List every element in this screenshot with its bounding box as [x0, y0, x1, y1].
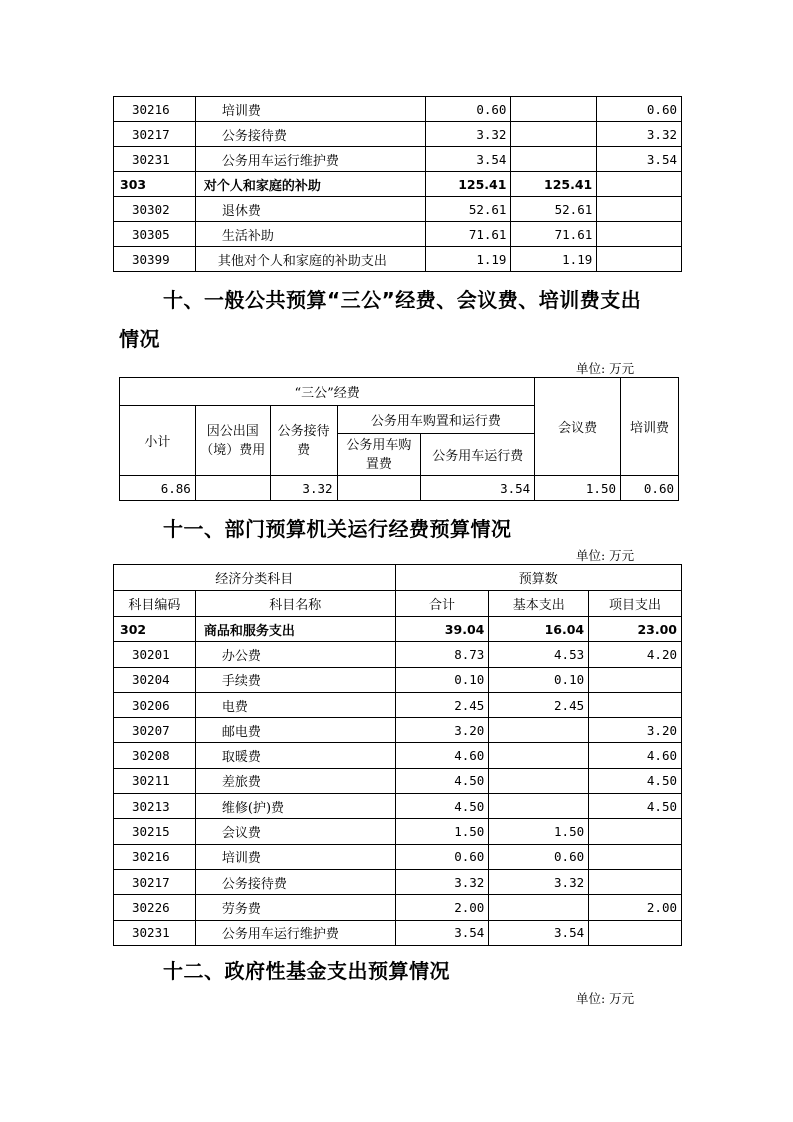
training-value: 0.60: [621, 476, 679, 501]
project-value: 3.54: [597, 147, 682, 172]
project-value: 4.60: [589, 743, 682, 768]
basic-value: [489, 743, 589, 768]
subject-code: 30217: [114, 869, 196, 894]
subject-name: 商品和服务支出: [195, 617, 395, 642]
code-header: 科目编码: [114, 591, 196, 617]
subject-code: 30211: [114, 768, 196, 793]
table-row: [114, 122, 682, 147]
unit-label: 单位: 万元: [576, 361, 635, 376]
subject-code: 30213: [114, 794, 196, 819]
basic-value: 4.53: [489, 642, 589, 667]
basic-value: 0.10: [489, 667, 589, 692]
subject-code: 30204: [114, 667, 196, 692]
table-row: [114, 819, 682, 844]
section-10-title-cont: 情况: [119, 327, 160, 351]
basic-value: 2.45: [489, 692, 589, 717]
table-row: [114, 147, 682, 172]
subject-code: 30215: [114, 819, 196, 844]
subject-code: 30216: [114, 844, 196, 869]
subject-name: 办公费: [195, 642, 395, 667]
economic-class-header: 经济分类科目: [114, 565, 396, 591]
subject-name: 生活补助: [195, 222, 425, 247]
vehicle-purchase-value: [337, 476, 421, 501]
table-row: [120, 476, 679, 501]
project-value: [589, 819, 682, 844]
subject-name: 手续费: [195, 667, 395, 692]
table-row: [114, 222, 682, 247]
subject-name: 电费: [195, 692, 395, 717]
total-value: 2.00: [395, 895, 489, 920]
project-value: 0.60: [597, 97, 682, 122]
project-value: 4.50: [589, 794, 682, 819]
project-value: 4.20: [589, 642, 682, 667]
subject-name: 邮电费: [195, 718, 395, 743]
project-value: [597, 222, 682, 247]
table-row: [114, 642, 682, 667]
basic-value: [511, 122, 597, 147]
basic-value: [489, 768, 589, 793]
operating-expense-table: [113, 564, 682, 946]
total-value: 1.50: [395, 819, 489, 844]
section-10-title: 十、一般公共预算“三公”经费、会议费、培训费支出: [163, 288, 642, 312]
total-value: 8.73: [395, 642, 489, 667]
subject-name: 其他对个人和家庭的补助支出: [195, 247, 425, 272]
basic-value: 16.04: [489, 617, 589, 642]
subject-name: 差旅费: [195, 768, 395, 793]
subtotal-value: 6.86: [120, 476, 196, 501]
reception-value: 3.32: [270, 476, 337, 501]
subject-code: 30226: [114, 895, 196, 920]
total-value: 4.50: [395, 794, 489, 819]
subject-name: 培训费: [195, 97, 425, 122]
table-row: [114, 768, 682, 793]
unit-label: 单位: 万元: [576, 548, 635, 563]
project-value: [589, 692, 682, 717]
basic-value: 3.54: [489, 920, 589, 945]
total-value: 0.60: [395, 844, 489, 869]
project-value: [597, 197, 682, 222]
subject-name: 公务用车运行维护费: [195, 147, 425, 172]
subject-name: 培训费: [195, 844, 395, 869]
subject-name: 公务接待费: [195, 122, 425, 147]
table-row-category: [114, 172, 682, 197]
total-value: 0.60: [425, 97, 511, 122]
basic-value: [489, 794, 589, 819]
subject-code: 30217: [114, 122, 196, 147]
subject-code: 30305: [114, 222, 196, 247]
table-row: [114, 718, 682, 743]
subject-name: 劳务费: [195, 895, 395, 920]
table-row: [114, 247, 682, 272]
expense-table-continued: [113, 96, 682, 272]
project-value: 2.00: [589, 895, 682, 920]
total-value: 1.19: [425, 247, 511, 272]
subject-name: 退休费: [195, 197, 425, 222]
total-value: 4.50: [395, 768, 489, 793]
total-value: 3.32: [395, 869, 489, 894]
total-header: 合计: [395, 591, 489, 617]
subject-code: 303: [114, 172, 196, 197]
vehicle-header: 公务用车购置和运行费: [337, 406, 535, 434]
subject-name: 会议费: [195, 819, 395, 844]
project-value: 4.50: [589, 768, 682, 793]
total-value: 4.60: [395, 743, 489, 768]
section-12-title: 十二、政府性基金支出预算情况: [163, 959, 450, 983]
subject-code: 30216: [114, 97, 196, 122]
basic-value: [511, 147, 597, 172]
project-header: 项目支出: [589, 591, 682, 617]
subject-code: 30231: [114, 147, 196, 172]
subject-code: 30208: [114, 743, 196, 768]
name-header: 科目名称: [195, 591, 395, 617]
subject-code: 30231: [114, 920, 196, 945]
basic-value: [511, 97, 597, 122]
project-value: 3.20: [589, 718, 682, 743]
reception-header: 公务接待费: [270, 406, 337, 476]
total-value: 52.61: [425, 197, 511, 222]
table-row: [114, 844, 682, 869]
table-row: [114, 743, 682, 768]
table-row: [114, 869, 682, 894]
table-row: [114, 97, 682, 122]
subject-name: 取暖费: [195, 743, 395, 768]
total-value: 0.10: [395, 667, 489, 692]
total-value: 125.41: [425, 172, 511, 197]
basic-value: 3.32: [489, 869, 589, 894]
project-value: [589, 869, 682, 894]
subject-code: 30207: [114, 718, 196, 743]
project-value: [589, 920, 682, 945]
subject-name: 公务接待费: [195, 869, 395, 894]
abroad-header: 因公出国（境）费用: [195, 406, 270, 476]
basic-value: 71.61: [511, 222, 597, 247]
subtotal-header: 小计: [120, 406, 196, 476]
total-value: 39.04: [395, 617, 489, 642]
basic-value: 125.41: [511, 172, 597, 197]
table-row: [114, 895, 682, 920]
section-11-title: 十一、部门预算机关运行经费预算情况: [163, 517, 512, 541]
subject-code: 302: [114, 617, 196, 642]
total-value: 2.45: [395, 692, 489, 717]
project-value: 3.32: [597, 122, 682, 147]
project-value: 23.00: [589, 617, 682, 642]
subject-code: 30201: [114, 642, 196, 667]
table-row-category: [114, 617, 682, 642]
table-row: [114, 197, 682, 222]
total-value: 3.20: [395, 718, 489, 743]
basic-value: [489, 895, 589, 920]
abroad-value: [195, 476, 270, 501]
vehicle-operation-value: 3.54: [421, 476, 535, 501]
table-row: [114, 920, 682, 945]
budget-header: 预算数: [395, 565, 681, 591]
vehicle-purchase-header: 公务用车购置费: [337, 434, 421, 476]
vehicle-operation-header: 公务用车运行费: [421, 434, 535, 476]
project-value: [589, 667, 682, 692]
total-value: 3.32: [425, 122, 511, 147]
project-value: [589, 844, 682, 869]
subject-name: 维修(护)费: [195, 794, 395, 819]
basic-value: 52.61: [511, 197, 597, 222]
basic-value: 1.50: [489, 819, 589, 844]
basic-value: [489, 718, 589, 743]
subject-code: 30302: [114, 197, 196, 222]
project-value: [597, 247, 682, 272]
table-row: [114, 794, 682, 819]
meeting-value: 1.50: [535, 476, 621, 501]
total-value: 71.61: [425, 222, 511, 247]
meeting-header: 会议费: [535, 378, 621, 476]
unit-label: 单位: 万元: [576, 991, 635, 1006]
sangong-expense-table: [119, 377, 679, 501]
basic-value: 1.19: [511, 247, 597, 272]
table-row: [114, 692, 682, 717]
subject-name: 公务用车运行维护费: [195, 920, 395, 945]
table-row: [114, 667, 682, 692]
project-value: [597, 172, 682, 197]
total-value: 3.54: [425, 147, 511, 172]
training-header: 培训费: [621, 378, 679, 476]
sangong-header: “三公”经费: [120, 378, 535, 406]
subject-name: 对个人和家庭的补助: [195, 172, 425, 197]
basic-value: 0.60: [489, 844, 589, 869]
basic-header: 基本支出: [489, 591, 589, 617]
total-value: 3.54: [395, 920, 489, 945]
subject-code: 30399: [114, 247, 196, 272]
subject-code: 30206: [114, 692, 196, 717]
